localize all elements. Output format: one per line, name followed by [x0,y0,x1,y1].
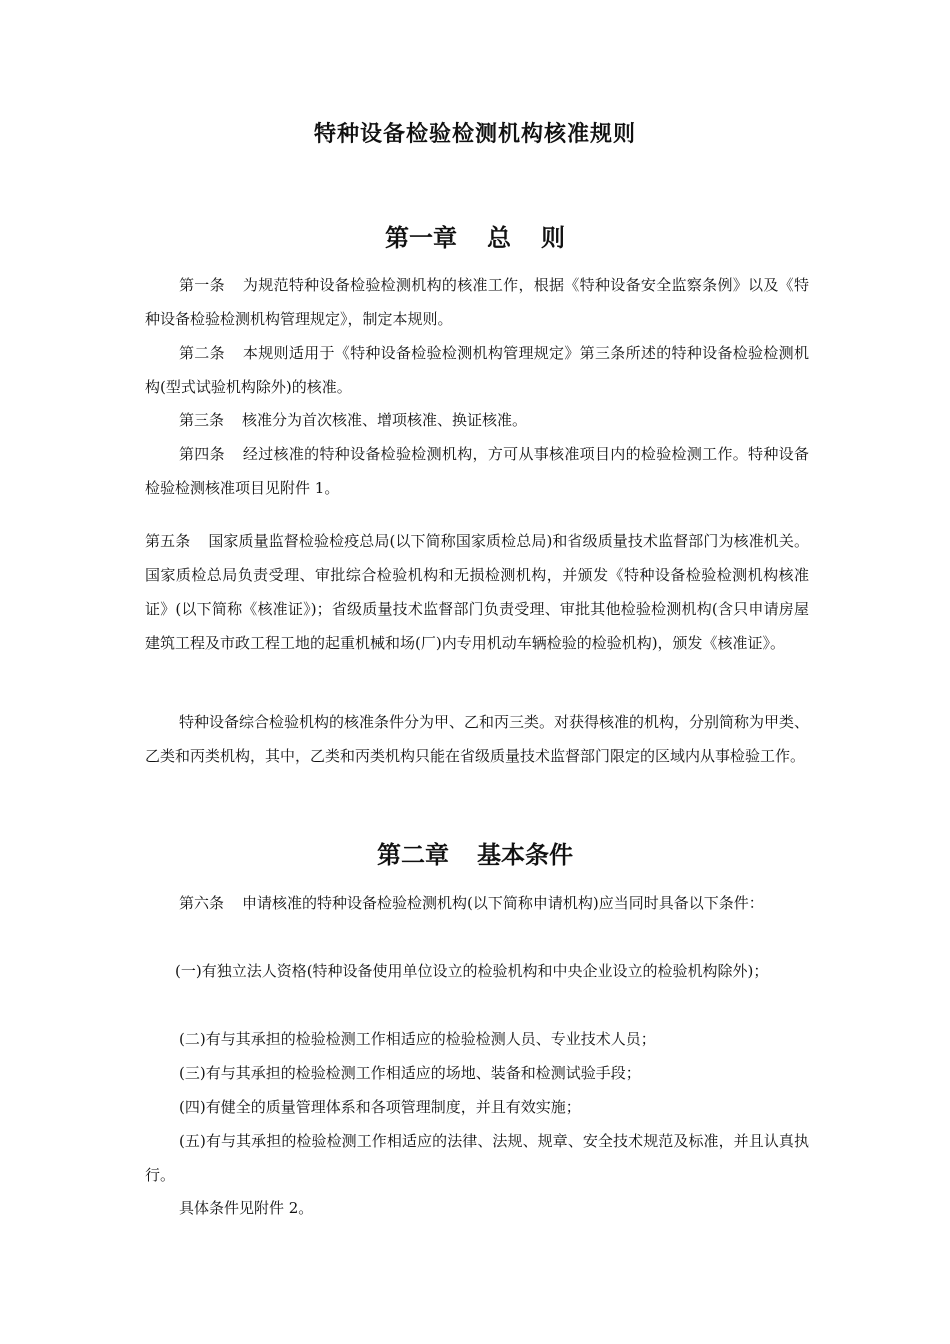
article-label: 第四条 [179,445,225,463]
closing-note: 具体条件见附件 2。 [179,1199,314,1217]
article-text: 国家质量监督检验检疫总局(以下简称国家质检总局)和省级质量技术监督部门为核准机关。国家质检总局负责受理、审批综合检验机构和无损检测机构，并颁发《特种设备检验检测机构核准证》(以下简称《核准证》)；省级质量技术监督部门负责受理、审批其他检验检测机构(含只申请房屋建筑工程及市政工程工地的起重机械和场(厂)内专用机动车辆检验的检验机构)，颁发《核准证》。 [145,532,809,652]
condition-item-4: (四)有健全的质量管理体系和各项管理制度，并且有效实施； [179,1098,581,1116]
chapter-name: 基本条件 [477,841,573,869]
article-text: 申请核准的特种设备检验检测机构(以下简称申请机构)应当同时具备以下条件： [242,894,764,912]
condition-item-1: (一)有独立法人资格(特种设备使用单位设立的检验机构和中央企业设立的检验机构除外)； [175,962,769,980]
article-label: 第五条 [145,532,191,550]
condition-item-3: (三)有与其承担的检验检测工作相适应的场地、装备和检测试验手段； [179,1064,641,1082]
article-3 [145,403,809,437]
article-text: 核准分为首次核准、增项核准、换证核准。 [242,411,528,429]
article-text: 特种设备综合检验机构的核准条件分为甲、乙和丙三类。对获得核准的机构，分别简称为甲类、乙类和丙类机构，其中，乙类和丙类机构只能在省级质量技术监督部门限定的区域内从事检验工作。 [145,713,810,765]
article-text: 经过核准的特种设备检验检测机构，方可从事核准项目内的检验检测工作。特种设备检验检测核准项目见附件 1。 [145,445,809,497]
chapter-heading-2 [0,835,950,870]
article-label: 第一条 [179,276,225,294]
article-4 [145,437,809,505]
chapter-heading-1 [0,218,950,253]
article-5-supplement [145,705,809,773]
condition-item-2: (二)有与其承担的检验检测工作相适应的检验检测人员、专业技术人员； [179,1030,656,1048]
article-6 [145,886,809,920]
condition-item-5: (五)有与其承担的检验检测工作相适应的法律、法规、规章、安全技术规范及标准，并且认真执行。 [145,1132,809,1184]
article-2 [145,336,809,404]
article-text: 为规范特种设备检验检测机构的核准工作，根据《特种设备安全监察条例》以及《特种设备检验检测机构管理规定》，制定本规则。 [145,276,809,328]
chapter-name-part: 总 [487,224,511,252]
article-text: 本规则适用于《特种设备检验检测机构管理规定》第三条所述的特种设备检验检测机构(型式试验机构除外)的核准。 [145,344,809,396]
article-1 [145,268,809,336]
article-5 [145,524,809,660]
chapter-name-part: 则 [541,224,565,252]
chapter-number: 第二章 [377,841,449,869]
article-label: 第六条 [179,894,225,912]
article-label: 第二条 [179,344,225,362]
article-label: 第三条 [179,411,225,429]
chapter-number: 第一章 [385,224,457,252]
document-title: 特种设备检验检测机构核准规则 [313,122,636,147]
